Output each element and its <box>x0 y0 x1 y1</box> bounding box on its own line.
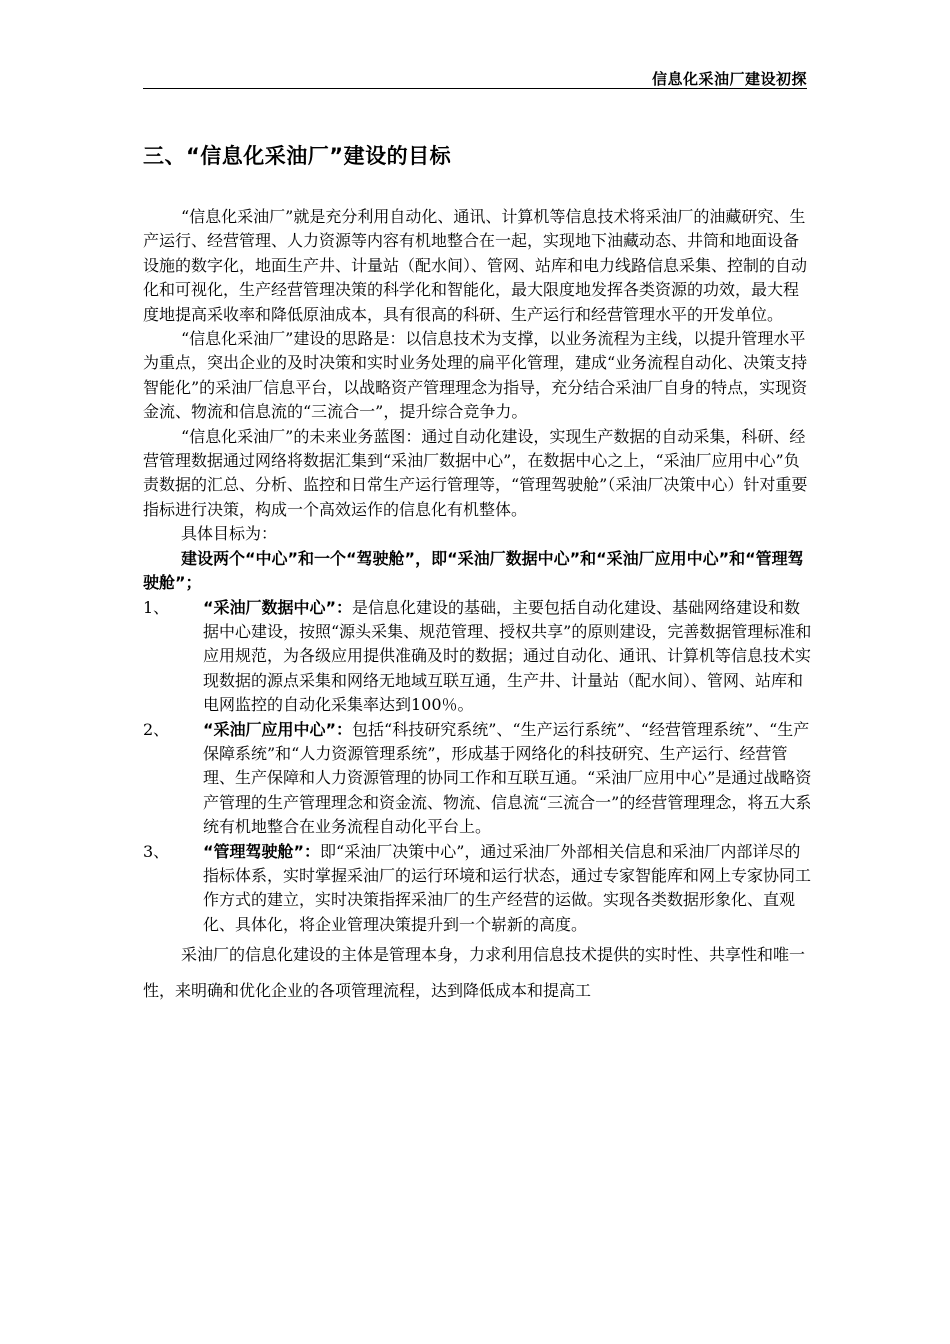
list-item <box>143 596 813 718</box>
paragraph: “信息化采油厂”的未来业务蓝图：通过自动化建设，实现生产数据的自动采集，科研、经营管理数据通过网络将数据汇集到“采油厂数据中心”，在数据中心之上，“采油厂应用中心”负责数据的汇总、分析、监控和日常生产运行管理等，“管理驾驶舱”（采油厂决策中心）针对重要指标进行决策，构成一个高效运作的信息化有机整体。 <box>143 426 808 519</box>
paragraph: 具体目标为： <box>181 524 278 544</box>
closing-paragraph: 采油厂的信息化建设的主体是管理本身，力求利用信息技术提供的实时性、共享性和唯一性，来明确和优化企业的各项管理流程，达到降低成本和提高工 <box>143 945 806 1001</box>
running-header: 信息化采油厂建设初探 <box>651 70 807 88</box>
list-term: “采油厂应用中心”： <box>203 719 353 739</box>
goal-heading: 建设两个“中心”和一个“驾驶舱”，即“采油厂数据中心”和“采油厂应用中心”和“管理驾驶舱”； <box>143 548 804 593</box>
paragraph: “信息化采油厂”就是充分利用自动化、通讯、计算机等信息技术将采油厂的油藏研究、生产运行、经营管理、人力资源等内容有机地整合在一起，实现地下油藏动态、井筒和地面设备设施的数字化，地面生产井、计量站（配水间）、管网、站库和电力线路信息采集、控制的自动化和可视化，生产经营管理决策的科学化和智能化，最大限度地发挥各类资源的功效，最大程度地提高采收率和降低原油成本，具有很高的科研、生产运行和经营管理水平的开发单位。 <box>143 207 808 324</box>
header-rule <box>143 88 807 89</box>
list-item <box>143 840 813 938</box>
list-number: 3、 <box>143 841 170 861</box>
list-number: 1、 <box>143 597 170 617</box>
list-item <box>143 718 813 840</box>
list-text: 是信息化建设的基础，主要包括自动化建设、基础网络建设和数据中心建设，按照“源头采集、规范管理、授权共享”的原则建设，完善数据管理标准和应用规范，为各级应用提供准确及时的数据；通过自动化、通讯、计算机等信息技术实现数据的源点采集和网络无地域互联互通，生产井、计量站（配水间）、管网、站库和电网监控的自动化采集率达到100％。 <box>203 597 812 715</box>
document-body <box>143 205 813 1009</box>
paragraph: “信息化采油厂”建设的思路是：以信息技术为支撑，以业务流程为主线，以提升管理水平为重点，突出企业的及时决策和实时业务处理的扁平化管理，建成“业务流程自动化、决策支持智能化”的采油厂信息平台，以战略资产管理理念为指导，充分结合采油厂自身的特点，实现资金流、物流和信息流的“三流合一”，提升综合竞争力。 <box>143 329 808 422</box>
list-text: 包括“科技研究系统”、“生产运行系统”、“经营管理系统”、“生产保障系统”和“人力资源管理系统”，形成基于网络化的科技研究、生产运行、经营管理、生产保障和人力资源管理的协同工作和互联互通。“采油厂应用中心”是通过战略资产管理的生产管理理念和资金流、物流、信息流“三流合一”的经营管理理念，将五大系统有机地整合在业务流程自动化平台上。 <box>203 719 812 837</box>
section-title: 三、“信息化采油厂”建设的目标 <box>143 144 452 168</box>
list-number: 2、 <box>143 719 170 739</box>
list-term: “管理驾驶舱”： <box>203 841 321 861</box>
list-term: “采油厂数据中心”： <box>203 597 353 617</box>
list-text: 即“采油厂决策中心”，通过采油厂外部相关信息和采油厂内部详尽的指标体系，实时掌握采油厂的运行环境和运行状态，通过专家智能库和网上专家协同工作方式的建立，实时决策指挥采油厂的生产经营的运做。实现各类数据形象化、直观化、具体化，将企业管理决策提升到一个崭新的高度。 <box>203 841 812 934</box>
